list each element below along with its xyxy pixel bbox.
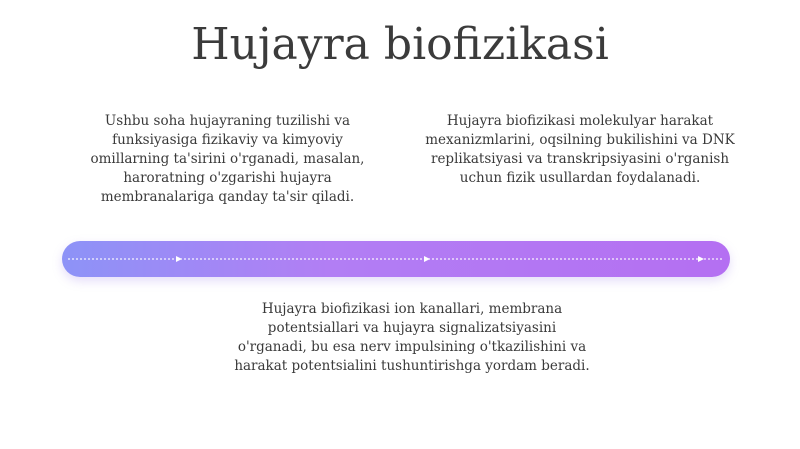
arrow-icon xyxy=(424,256,430,262)
text-block-left: Ushbu soha hujayraning tuzilishi va funksiyasiga fizikaviy va kimyoviy omillarning ta'sirini o'rganadi, masalan, haroratning o'zgarishi hujayra membranalariga qanday ta'sir qiladi. xyxy=(90,113,365,205)
timeline-bar xyxy=(62,241,730,277)
text-block-right: Hujayra biofizikasi molekulyar harakat mexanizmlarini, oqsilning bukilishini va DNK replikatsiyasi va transkripsiyasini o'rganish uchun fizik usullardan foydalanadi. xyxy=(425,113,735,186)
slide-title: Hujayra biofizikasi xyxy=(191,19,609,70)
arrow-icon xyxy=(176,256,182,262)
timeline-track xyxy=(62,241,730,277)
arrow-icon xyxy=(698,256,704,262)
text-block-bottom: Hujayra biofizikasi ion kanallari, membrana potentsiallari va hujayra signalizatsiyasini o'rganadi, bu esa nerv impulsining o'tkazilishini va harakat potentsialini tushuntirishga yordam beradi. xyxy=(234,301,590,374)
